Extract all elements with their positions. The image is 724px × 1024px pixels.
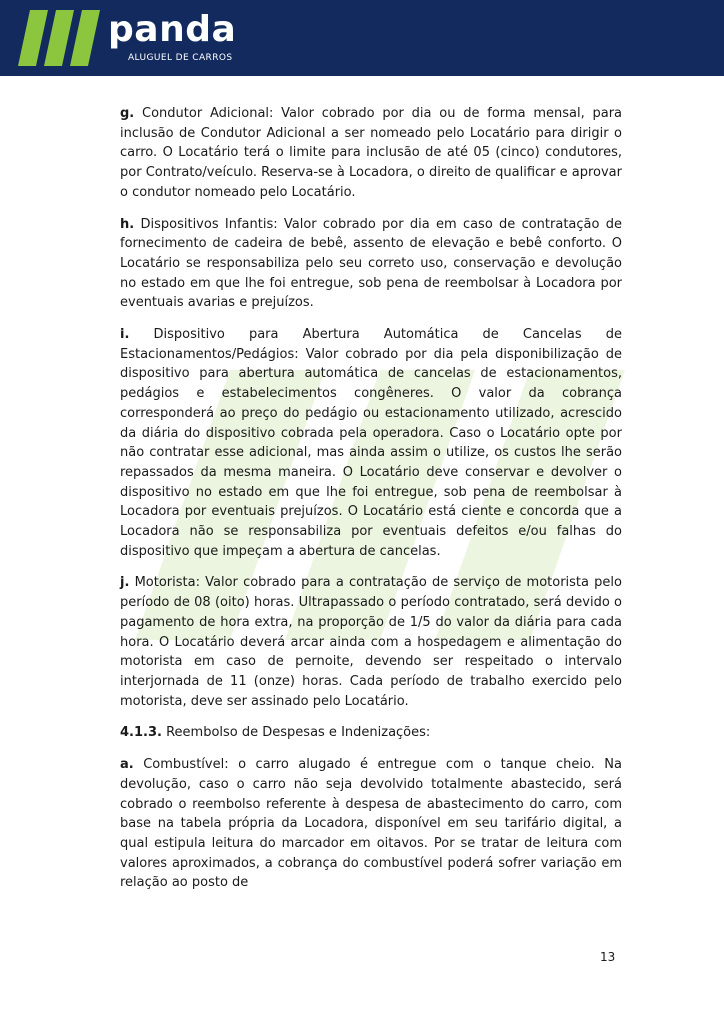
clause-i	[120, 325, 622, 561]
clause-label: j.	[120, 575, 130, 591]
clause-text: Combustível: o carro alugado é entregue com o tanque cheio. Na devolução, caso o carro não seja devolvido totalmente abastecido, será cobrado o reembolso referente à despesa de abastecimento do carro, com base na tabela própria da Locadora, disponível em seu tarifário digital, a qual estipula leitura do marcador em oitavos. Por se tratar de leitura com valores aproximados, a cobrança do combustível poderá sofrer variação em relação ao posto de	[120, 757, 623, 891]
clause-label: i.	[120, 327, 130, 343]
clause-h	[120, 215, 622, 314]
page-number: 13	[600, 950, 616, 964]
document-body	[120, 104, 622, 905]
section-heading-4-1-3	[120, 723, 622, 743]
clause-text: Dispositivos Infantis: Valor cobrado por dia em caso de contratação de fornecimento de cadeira de bebê, assento de elevação e bebê conforto. O Locatário se responsabiliza pelo seu correto uso, conservação e devolução no estado em que lhe foi entregue, sob pena de reembolsar à Locadora por eventuais avarias e prejuízos.	[120, 216, 622, 311]
clause-text: Condutor Adicional: Valor cobrado por dia ou de forma mensal, para inclusão de Condutor Adicional a ser nomeado pelo Locatário para dirigir o carro. O Locatário terá o limite para inclusão de até 05 (cinco) condutores, por Contrato/veículo. Reserva-se à Locadora, o direito de qualificar e aprovar o condutor nomeado pelo Locatário.	[120, 106, 622, 200]
clause-label: h.	[120, 216, 135, 232]
panda-logo-icon	[18, 10, 108, 66]
brand-name: panda	[108, 9, 237, 50]
clause-j	[120, 573, 622, 711]
clause-g	[120, 104, 622, 203]
clause-text: Dispositivo para Abertura Automática de Cancelas de Estacionamentos/Pedágios: Valor cobrado por dia pela disponibilização de dispositivo para abertura automática de cancelas de estacionamentos, pedágios e estabelecimentos congêneres. O valor da cobrança corresponderá ao preço do pedágio ou estacionamento utilizado, acrescido da diária do dispositivo cobrada pela operadora. Caso o Locatário opte por não contratar esse adicional, mas ainda assim o utilize, os custos lhe serão repassados da mesma maneira. O Locatário deve conservar e devolver o dispositivo no estado em que lhe foi entregue, sob pena de reembolsar à Locadora por eventuais prejuízos. O Locatário está ciente e concorda que a Locadora não se responsabiliza por eventuais defeitos e/ou falhas do dispositivo que impeçam a abertura de cancelas.	[120, 327, 623, 559]
clause-a	[120, 755, 622, 893]
clause-label: a.	[120, 757, 134, 773]
clause-label: g.	[120, 106, 135, 121]
page-header	[0, 0, 724, 76]
clause-text: Motorista: Valor cobrado para a contratação de serviço de motorista pelo período de 08 (oito) horas. Ultrapassado o período contratado, será devido o pagamento de hora extra, na proporção de 1/5 do valor da diária para cada hora. O Locatário deverá arcar ainda com a hospedagem e alimentação do motorista em caso de pernoite, devendo ser respeitado o intervalo interjornada de 11 (onze) horas. Cada período de trabalho exercido pelo motorista, deve ser assinado pelo Locatário.	[120, 575, 622, 709]
section-number: 4.1.3.	[120, 725, 162, 741]
section-title: Reembolso de Despesas e Indenizações:	[166, 725, 431, 741]
brand-tagline: ALUGUEL DE CARROS	[128, 53, 233, 63]
